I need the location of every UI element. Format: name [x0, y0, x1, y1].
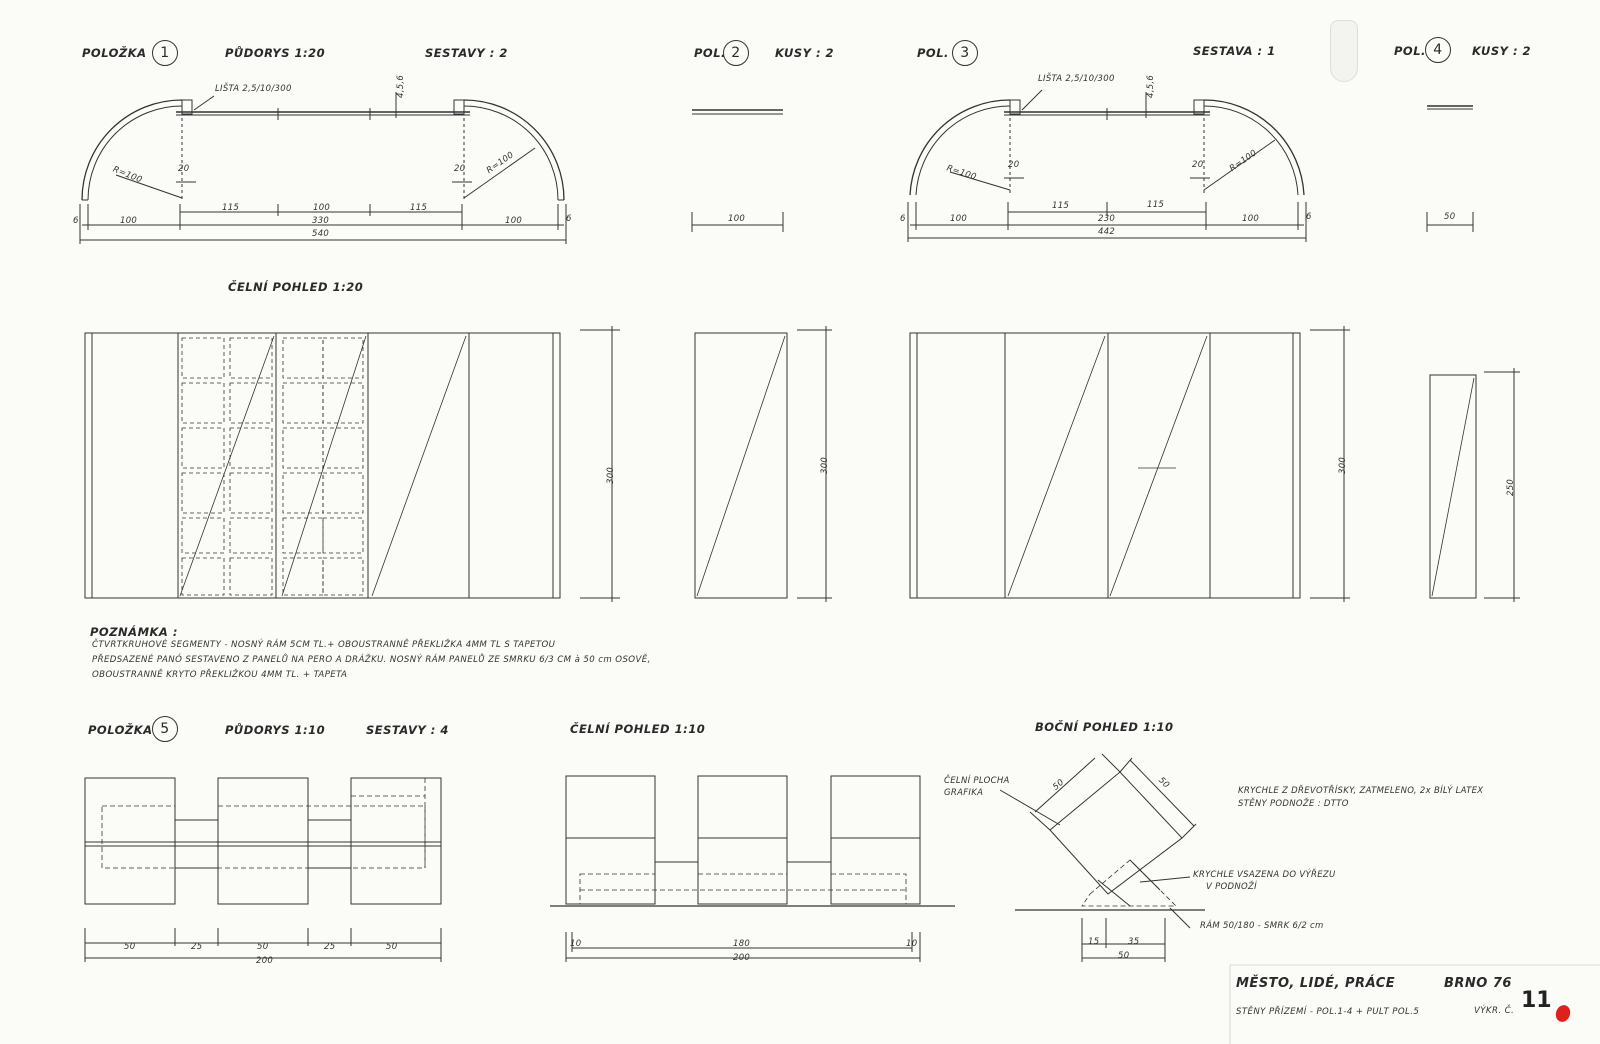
plan1-lista-label: LIŠTA 2,5/10/300	[215, 84, 292, 94]
plan1-dim-330: 330	[312, 216, 330, 226]
plan1-radius-right: R=100	[484, 150, 516, 176]
note-line-1: ČTVRTKRUHOVÉ SEGMENTY - NOSNÝ RÁM 5CM TL.+ OBOUSTRANNĚ PŘEKLIŽKA 4MM TL S TAPETOU	[92, 640, 556, 650]
item5-material-2: STĚNY PODNOŽE : DTTO	[1238, 799, 1349, 809]
title-description: STĚNY PŘÍZEMÍ - POL.1-4 + PULT POL.5	[1236, 1007, 1420, 1017]
item5-plan-dim-1: 50	[124, 942, 136, 952]
note-line-3: OBOUSTRANNĚ KRYTO PŘEKLIŽKOU 4MM TL. + TAPETA	[92, 670, 348, 680]
item5-front-total: 200	[733, 953, 751, 963]
item5-cube-note-2: V PODNOŽÍ	[1206, 882, 1257, 892]
title-drawing-number: 11	[1521, 988, 1552, 1013]
item5-cube-dim-a: 50	[1051, 777, 1067, 793]
item-3-number: 3	[952, 40, 978, 66]
title-project: MĚSTO, LIDÉ, PRÁCE	[1236, 976, 1396, 991]
item-1-prefix: POLOŽKA	[82, 46, 147, 60]
item-1-sets: SESTAVY : 2	[425, 46, 508, 60]
front-view-title: ČELNÍ POHLED 1:20	[228, 280, 364, 294]
item5-side-dim-1: 15	[1088, 937, 1100, 947]
plan3-dim-20b: 20	[1192, 160, 1204, 170]
plan-item-5	[85, 778, 441, 962]
item5-plan-dim-4: 25	[324, 942, 336, 952]
plan3-lista-label: LIŠTA 2,5/10/300	[1038, 74, 1115, 84]
plan2-dim-100: 100	[728, 214, 746, 224]
plan1-dim-100a: 100	[120, 216, 138, 226]
plan1-radius-left: R=100	[111, 164, 144, 186]
item-5-side-title: BOČNÍ POHLED 1:10	[1035, 720, 1174, 734]
item-5-prefix: POLOŽKA	[88, 723, 153, 737]
plan3-dim-115b: 115	[1147, 200, 1165, 210]
item5-plan-total: 200	[256, 956, 274, 966]
item5-side-total: 50	[1118, 951, 1130, 961]
item-4-number: 4	[1425, 37, 1451, 63]
item5-plan-dim-2: 25	[191, 942, 203, 952]
plan1-dim-100b: 100	[505, 216, 523, 226]
plan3-dim-115a: 115	[1052, 201, 1070, 211]
item-4-prefix: POL.	[1394, 44, 1426, 58]
item-1-plan-title: PŮDORYS 1:20	[225, 46, 326, 60]
front4-height: 250	[1506, 478, 1516, 496]
plan1-dim-6b: 6	[566, 214, 572, 224]
item-5-number: 5	[152, 716, 178, 742]
front2-height: 300	[820, 456, 830, 474]
item5-frame-note: RÁM 50/180 - SMRK 6/2 cm	[1200, 921, 1324, 931]
item-5-sets: SESTAVY : 4	[366, 723, 449, 737]
note-line-2: PŘEDSAZENÉ PANÓ SESTAVENO Z PANELŮ NA PERO A DRÁŽKU. NOSNÝ RÁM PANELŮ ZE SMRKU 6/3 CM à 50 cm OSOVĚ,	[92, 655, 651, 665]
plan1-dim-115a: 115	[222, 203, 240, 213]
item-4-count: KUSY : 2	[1472, 44, 1532, 58]
item-1-number: 1	[152, 40, 178, 66]
item5-cube-note-1: KRYCHLE VSAZENA DO VÝŘEZU	[1193, 870, 1336, 880]
item5-front-dim-1: 10	[570, 939, 582, 949]
plan1-dim-100: 100	[313, 203, 331, 213]
item5-plan-dim-5: 50	[386, 942, 398, 952]
side-view-item-5	[1000, 754, 1205, 962]
plan1-dim-6a: 6	[73, 216, 79, 226]
front-view-item-2	[695, 326, 832, 602]
plan3-vertical-dim: 4,5,6	[1146, 74, 1156, 98]
plan1-dim-115b: 115	[410, 203, 428, 213]
item5-face-label-1: ČELNÍ PLOCHA	[944, 776, 1010, 786]
item5-cube-dim-b: 50	[1156, 775, 1172, 791]
stamp-mark	[1330, 20, 1358, 82]
item5-material-1: KRYCHLE Z DŘEVOTŘÍSKY, ZATMELENO, 2x BÍLÝ LATEX	[1238, 786, 1484, 796]
item-2-prefix: POL.	[694, 46, 726, 60]
front-view-item-3	[910, 326, 1350, 602]
plan3-dim-20a: 20	[1008, 160, 1020, 170]
plan3-dim-6b: 6	[1306, 212, 1312, 222]
plan1-dim-20b: 20	[454, 164, 466, 174]
plan1-dim-540: 540	[312, 229, 330, 239]
panel-grid	[182, 338, 363, 595]
note-title: POZNÁMKA :	[90, 625, 178, 639]
item-2-count: KUSY : 2	[775, 46, 835, 60]
plan3-dim-100a: 100	[950, 214, 968, 224]
plan3-radius-right: R=100	[1227, 148, 1259, 174]
front1-height: 300	[606, 466, 616, 484]
plan3-radius-left: R=100	[945, 163, 978, 183]
front-view-item-5	[550, 776, 955, 962]
plan3-dim-230: 230	[1098, 214, 1116, 224]
plan3-dim-6a: 6	[900, 214, 906, 224]
item5-plan-dim-3: 50	[257, 942, 269, 952]
item5-side-dim-2: 35	[1128, 937, 1140, 947]
item-3-prefix: POL.	[917, 46, 949, 60]
item5-face-label-2: GRAFIKA	[944, 788, 984, 798]
item5-front-dim-3: 10	[906, 939, 918, 949]
plan1-dim-20a: 20	[178, 164, 190, 174]
plan3-dim-100b: 100	[1242, 214, 1260, 224]
item-3-sets: SESTAVA : 1	[1193, 44, 1276, 58]
item-5-plan-title: PŮDORYS 1:10	[225, 723, 326, 737]
plan3-dim-442: 442	[1098, 227, 1116, 237]
title-drawing-label: VÝKR. Č.	[1474, 1006, 1515, 1016]
front3-height: 300	[1338, 456, 1348, 474]
title-city: BRNO 76	[1444, 976, 1512, 991]
item-5-front-title: ČELNÍ POHLED 1:10	[570, 722, 706, 736]
plan4-dim-50: 50	[1444, 212, 1456, 222]
item-2-number: 2	[723, 40, 749, 66]
plan1-vertical-dim: 4,5,6	[396, 74, 406, 98]
item5-front-dim-2: 180	[733, 939, 751, 949]
front-view-item-1	[85, 326, 620, 602]
